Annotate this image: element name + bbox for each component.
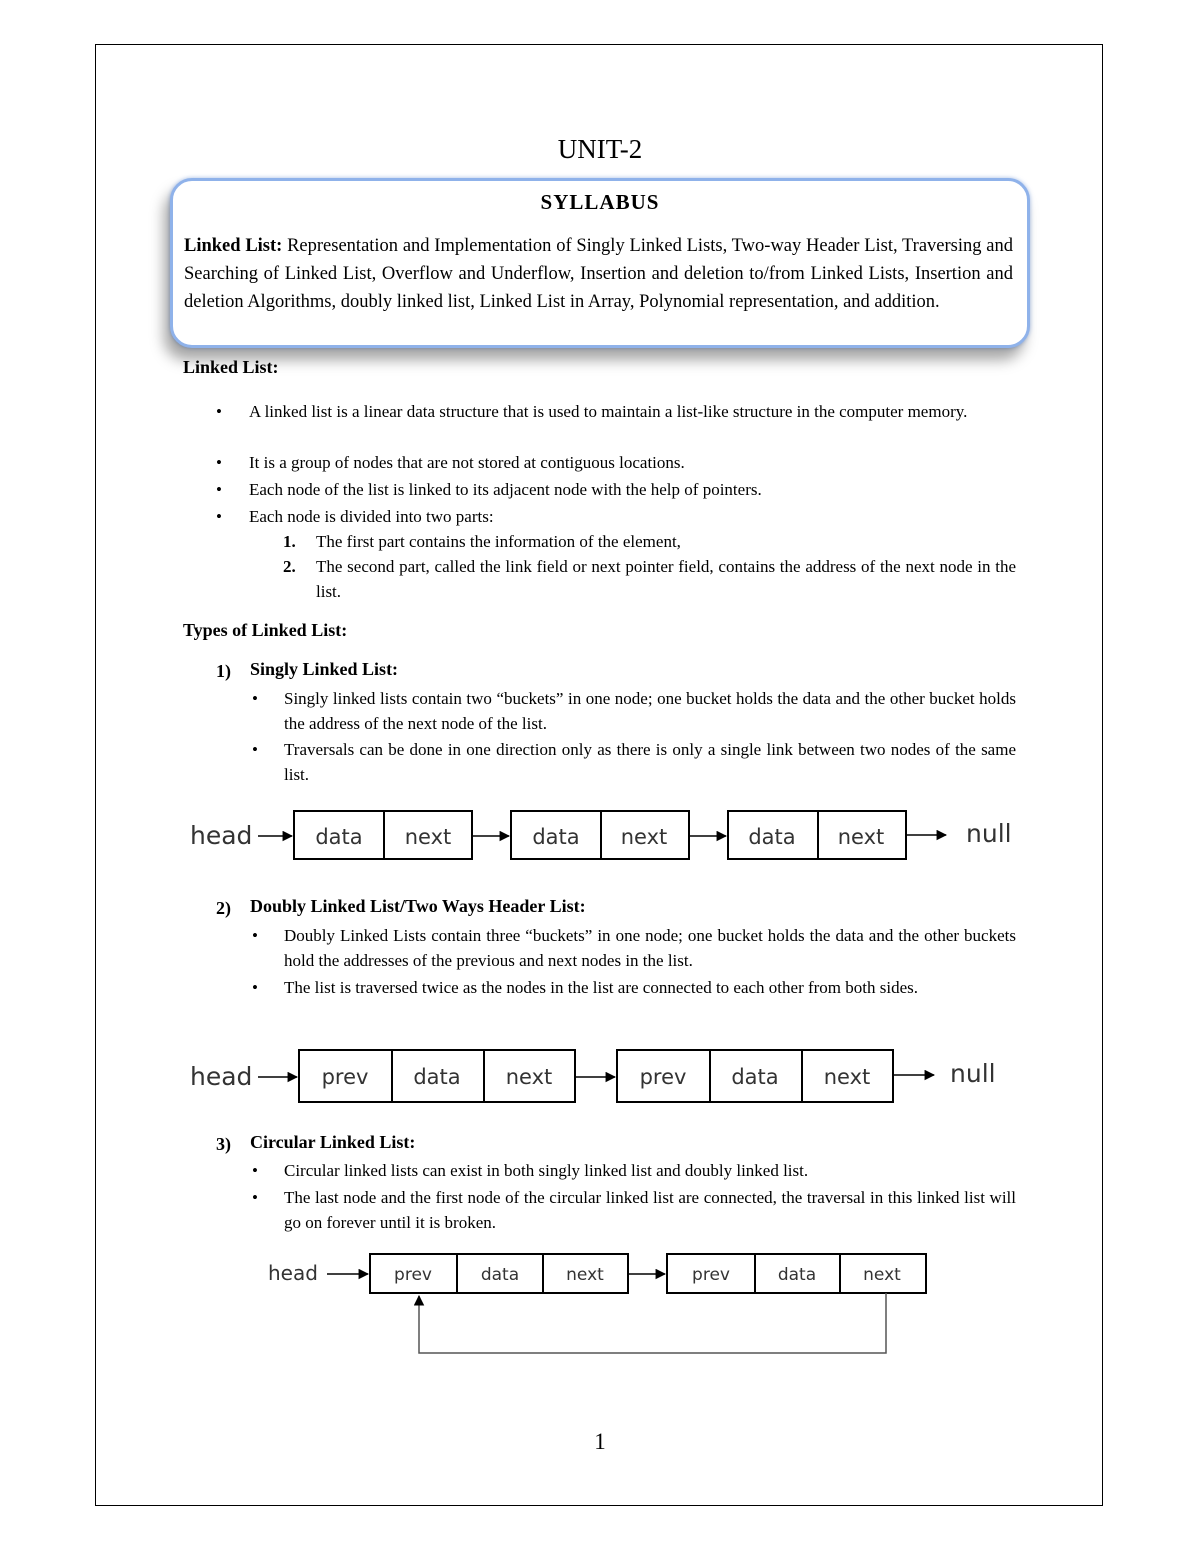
node-field-data: data (777, 1265, 817, 1285)
circular-bullet-1: Circular linked lists can exist in both singly linked list and doubly linked list. (284, 1161, 809, 1180)
singly-node-3 (728, 811, 906, 859)
bullet-dot: • (252, 1161, 258, 1180)
doubly-node-2 (617, 1050, 893, 1102)
bullet-dot: • (216, 480, 222, 499)
node-field-data: data (480, 1265, 520, 1285)
circular-bullet-2: The last node and the first node of the circular linked list are connected, the traversal in this linked list will go on forever until it is broken. (284, 1188, 1016, 1232)
head-label: head (190, 1062, 253, 1091)
circular-title: Circular Linked List: (250, 1132, 416, 1152)
bullet-dot: • (252, 740, 258, 759)
doubly-linked-list-diagram (180, 1040, 1020, 1112)
linked-list-bullet-3: Each node of the list is linked to its adjacent node with the help of pointers. (249, 480, 762, 499)
part-text-2: The second part, called the link field or next pointer field, contains the address of the next node in the list. (316, 557, 1016, 601)
linked-list-bullet-4: Each node is divided into two parts: (249, 507, 494, 526)
head-label: head (268, 1261, 318, 1285)
bullet-dot: • (216, 453, 222, 472)
circular-node-1 (370, 1254, 628, 1293)
head-label: head (190, 821, 253, 850)
circular-number: 3) (216, 1134, 231, 1154)
singly-linked-list-diagram (180, 800, 1030, 870)
node-field-next: next (837, 825, 885, 849)
node-field-data: data (532, 825, 580, 849)
node-field-next: next (566, 1265, 604, 1285)
part-number-1: 1. (283, 532, 296, 551)
bullet-dot: • (216, 507, 222, 526)
node-field-next: next (505, 1065, 553, 1089)
doubly-title: Doubly Linked List/Two Ways Header List: (250, 896, 586, 916)
bullet-dot: • (216, 402, 222, 421)
node-field-prev: prev (394, 1265, 432, 1285)
types-heading: Types of Linked List: (183, 620, 348, 640)
singly-node-2 (511, 811, 689, 859)
unit-title: UNIT-2 (557, 134, 643, 164)
singly-title: Singly Linked List: (250, 659, 399, 679)
part-number-2: 2. (283, 557, 296, 576)
bullet-dot: • (252, 926, 258, 945)
null-label: null (966, 819, 1012, 848)
bullet-dot: • (252, 1188, 258, 1207)
singly-bullet-2: Traversals can be done in one direction only as there is only a single link between two nodes of the same list. (284, 740, 1016, 784)
node-field-prev: prev (639, 1065, 687, 1089)
linked-list-bullet-1: A linked list is a linear data structure that is used to maintain a list-like structure in the computer memory. (249, 402, 968, 421)
null-label: null (950, 1059, 996, 1088)
circular-back-link (419, 1293, 886, 1353)
page-number: 1 (594, 1429, 606, 1454)
node-field-data: data (315, 825, 363, 849)
doubly-node-1 (299, 1050, 575, 1102)
syllabus-text (184, 232, 1013, 316)
node-field-data: data (731, 1065, 779, 1089)
node-field-prev: prev (321, 1065, 369, 1089)
doubly-number: 2) (216, 898, 231, 918)
node-field-next: next (863, 1265, 901, 1285)
syllabus-heading: SYLLABUS (540, 190, 660, 214)
doubly-bullet-2: The list is traversed twice as the nodes in the list are connected to each other from both sides. (284, 978, 918, 997)
node-field-data: data (748, 825, 796, 849)
node-field-next: next (823, 1065, 871, 1089)
node-field-next: next (404, 825, 452, 849)
singly-number: 1) (216, 661, 231, 681)
doubly-bullet-1: Doubly Linked Lists contain three “buckets” in one node; one bucket holds the data and the other buckets hold the addresses of the previous and next nodes in the list. (284, 926, 1016, 970)
syllabus-box (170, 178, 1030, 348)
singly-node-1 (294, 811, 472, 859)
syllabus-topic-label: Linked List: (184, 236, 283, 256)
bullet-dot: • (252, 978, 258, 997)
circular-linked-list-diagram (260, 1245, 950, 1360)
singly-bullet-1: Singly linked lists contain two “buckets” in one node; one bucket holds the data and the other bucket holds the address of the next node of the list. (284, 689, 1016, 733)
node-field-data: data (413, 1065, 461, 1089)
node-field-prev: prev (692, 1265, 730, 1285)
circular-node-2 (667, 1254, 926, 1293)
linked-list-bullet-2: It is a group of nodes that are not stored at contiguous locations. (249, 453, 685, 472)
node-field-next: next (620, 825, 668, 849)
linked-list-heading: Linked List: (183, 357, 279, 377)
syllabus-topics: Representation and Implementation of Singly Linked Lists, Two-way Header List, Traversing and Searching of Linked List, Overflow and Underflow, Insertion and deletion to/from Linked Lists, Insertion and deletion Algorithms, doubly linked list, Linked List in Array, Polynomial representation, and addition. (184, 236, 1013, 312)
part-text-1: The first part contains the information of the element, (316, 532, 681, 551)
bullet-dot: • (252, 689, 258, 708)
